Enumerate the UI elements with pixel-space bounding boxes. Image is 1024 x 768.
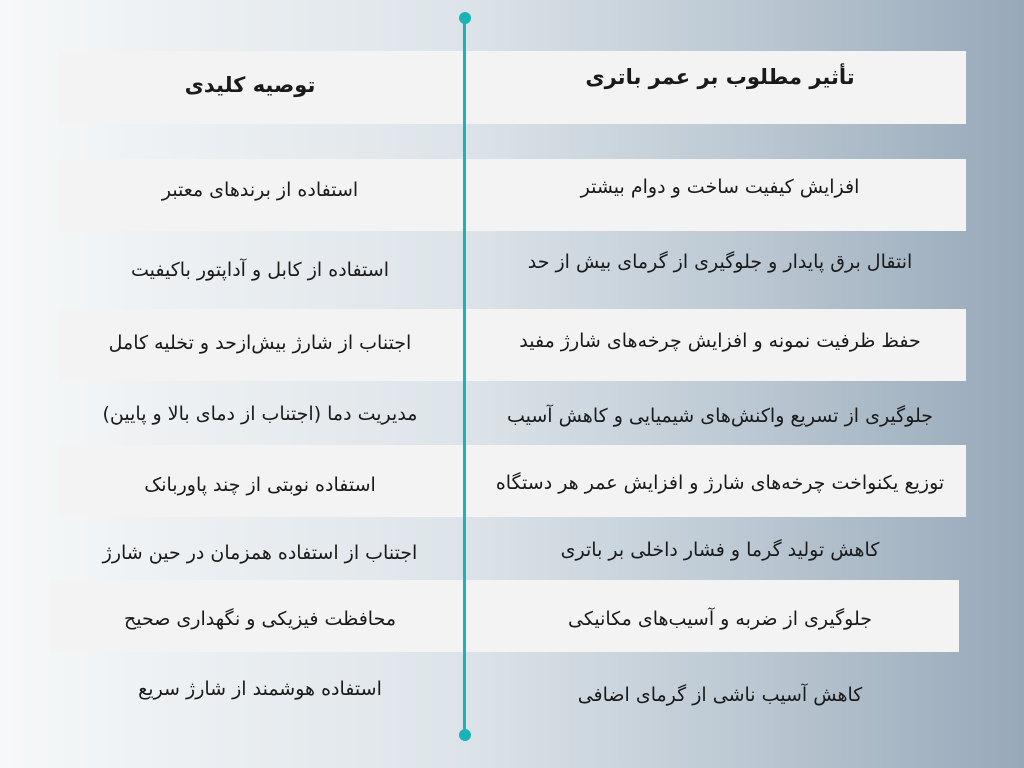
effect-cell: حفظ ظرفیت نمونه و افزایش چرخه‌های شارژ مفید	[519, 330, 921, 352]
recommendation-cell: اجتناب از استفاده همزمان در حین شارژ	[102, 542, 418, 564]
recommendation-cell: استفاده از برندهای معتبر	[161, 179, 359, 201]
divider-dot-top	[459, 12, 471, 24]
effect-cell: افزایش کیفیت ساخت و دوام بیشتر	[580, 176, 860, 198]
recommendation-cell: استفاده نوبتی از چند پاوربانک	[144, 474, 376, 496]
divider-dot-bottom	[459, 729, 471, 741]
header-recommendation: توصیه کلیدی	[184, 73, 316, 97]
header-effect: تأثیر مطلوب بر عمر باتری	[585, 65, 855, 89]
center-divider	[463, 18, 466, 734]
effect-cell: جلوگیری از ضربه و آسیب‌های مکانیکی	[568, 608, 872, 630]
recommendation-cell: استفاده از کابل و آداپتور باکیفیت	[131, 259, 389, 281]
recommendation-cell: محافظت فیزیکی و نگهداری صحیح	[123, 608, 397, 630]
effect-cell: انتقال برق پایدار و جلوگیری از گرمای بیش از حد	[527, 251, 913, 273]
effect-cell: توزیع یکنواخت چرخه‌های شارژ و افزایش عمر هر دستگاه	[495, 472, 945, 494]
recommendation-cell: اجتناب از شارژ بیش‌ازحد و تخلیه کامل	[108, 332, 412, 354]
effect-cell: کاهش آسیب ناشی از گرمای اضافی	[577, 684, 863, 706]
recommendation-cell: مدیریت دما (اجتناب از دمای بالا و پایین)	[102, 403, 418, 425]
effect-cell: کاهش تولید گرما و فشار داخلی بر باتری	[560, 539, 880, 561]
recommendation-cell: استفاده هوشمند از شارژ سریع	[138, 678, 382, 700]
effect-cell: جلوگیری از تسریع واکنش‌های شیمیایی و کاهش آسیب	[506, 405, 934, 427]
